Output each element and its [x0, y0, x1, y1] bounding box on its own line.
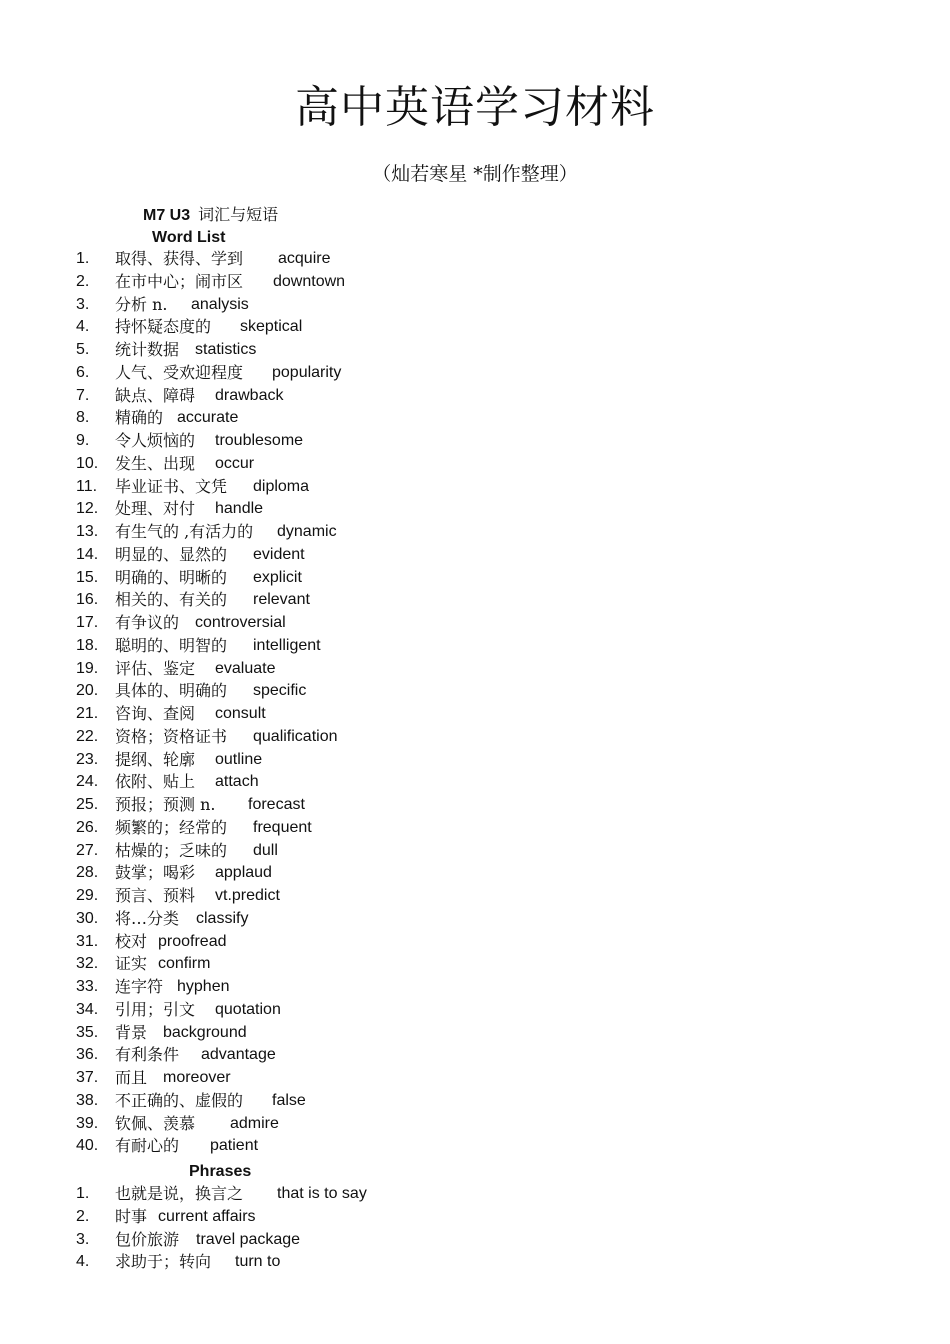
- word-list-item: [0, 726, 950, 749]
- entry-english: quotation: [215, 1000, 281, 1018]
- entry-english: moreover: [163, 1069, 231, 1086]
- word-list-item: [0, 635, 950, 658]
- entry-number: 6.: [76, 363, 90, 381]
- word-list-item: [0, 567, 950, 590]
- entry-chinese: 而且: [115, 1068, 148, 1087]
- phrase-list-item: [0, 1229, 950, 1252]
- entry-chinese: 依附、贴上: [115, 772, 196, 792]
- entry-number: 31.: [76, 932, 99, 950]
- entry-english: dull: [253, 841, 278, 859]
- entry-english: turn to: [235, 1253, 281, 1271]
- entry-english: occur: [215, 454, 255, 472]
- word-list-item: [0, 612, 950, 635]
- entry-english: qualification: [253, 727, 338, 745]
- entry-number: 5.: [76, 341, 90, 358]
- entry-chinese: 引用；引文: [115, 999, 196, 1019]
- entry-number: 13.: [76, 523, 99, 540]
- entry-chinese: 聪明的、明智的: [115, 635, 228, 655]
- entry-number: 1.: [76, 1185, 90, 1202]
- entry-chinese: 预言、预料: [115, 886, 196, 905]
- entry-english: vt.predict: [215, 887, 280, 904]
- entry-chinese: 持怀疑态度的: [115, 317, 212, 337]
- entry-chinese: 背景: [115, 1022, 148, 1042]
- word-list-item: [0, 407, 950, 430]
- entry-number: 26.: [76, 818, 99, 836]
- entry-english: popularity: [272, 363, 342, 381]
- word-list-item: [0, 976, 950, 999]
- entry-english: background: [163, 1023, 247, 1041]
- entry-english: downtown: [273, 272, 346, 290]
- entry-english: controversial: [195, 614, 286, 631]
- entry-english: statistics: [195, 341, 257, 358]
- entry-chinese: 不正确的、虚假的: [115, 1090, 244, 1110]
- entry-chinese: 校对: [115, 931, 148, 951]
- entry-number: 40.: [76, 1137, 99, 1155]
- entry-number: 29.: [76, 887, 99, 904]
- entry-chinese: 证实: [115, 954, 148, 974]
- entry-number: 19.: [76, 659, 99, 677]
- entry-number: 23.: [76, 750, 99, 768]
- entry-number: 18.: [76, 636, 99, 654]
- phrase-list: [0, 1183, 950, 1274]
- entry-number: 21.: [76, 705, 99, 722]
- entry-chinese: 缺点、障碍: [115, 385, 196, 405]
- word-list-item: [0, 908, 950, 931]
- entry-chinese: 提纲、轮廓: [115, 749, 196, 769]
- entry-english: false: [272, 1091, 306, 1109]
- entry-chinese: 精确的: [115, 408, 164, 428]
- entry-chinese: 毕业证书、文凭: [115, 476, 228, 496]
- entry-english: attach: [215, 773, 259, 791]
- word-list-item: [0, 589, 950, 612]
- entry-number: 3.: [76, 295, 90, 313]
- word-list-item: [0, 453, 950, 476]
- word-list-item: [0, 794, 950, 817]
- unit-heading: [143, 204, 278, 227]
- entry-number: 35.: [76, 1023, 99, 1041]
- entry-english: that is to say: [277, 1185, 367, 1202]
- entry-english: outline: [215, 750, 263, 768]
- phrases-heading: Phrases: [189, 1163, 252, 1180]
- entry-number: 4.: [76, 318, 90, 336]
- entry-english: skeptical: [240, 318, 303, 336]
- entry-chinese: 求助于；转向: [115, 1252, 212, 1272]
- entry-english: confirm: [158, 955, 211, 973]
- unit-code: M7 U3: [143, 207, 191, 224]
- word-list-item: [0, 862, 950, 885]
- entry-english: travel package: [196, 1230, 301, 1248]
- entry-english: analysis: [191, 295, 249, 313]
- entry-chinese: 连字符: [115, 977, 164, 996]
- word-list-item: [0, 840, 950, 863]
- entry-number: 16.: [76, 591, 99, 609]
- entry-number: 3.: [76, 1230, 90, 1248]
- entry-chinese: 频繁的；经常的: [115, 817, 228, 837]
- entry-english: troublesome: [215, 432, 304, 449]
- entry-english: handle: [215, 500, 264, 518]
- entry-chinese: 咨询、查阅: [115, 704, 196, 723]
- entry-number: 2.: [76, 272, 90, 290]
- entry-number: 14.: [76, 545, 99, 563]
- entry-chinese: 在市中心；闹市区: [115, 271, 244, 291]
- word-list-item: [0, 931, 950, 954]
- entry-number: 28.: [76, 864, 99, 882]
- word-list-item: [0, 1022, 950, 1045]
- entry-chinese: 分析 n.: [115, 294, 168, 314]
- entry-chinese: 有争议的: [115, 613, 180, 632]
- entry-english: intelligent: [253, 636, 321, 654]
- entry-english: evaluate: [215, 659, 276, 677]
- entry-chinese: 钦佩、羡慕: [115, 1113, 196, 1133]
- word-list-item: [0, 1067, 950, 1090]
- word-list-item: [0, 271, 950, 294]
- entry-number: 17.: [76, 614, 99, 631]
- phrase-list-item: [0, 1251, 950, 1274]
- entry-number: 27.: [76, 841, 99, 859]
- entry-number: 15.: [76, 568, 99, 586]
- entry-english: patient: [210, 1137, 259, 1155]
- entry-number: 11.: [76, 477, 98, 495]
- word-list-item: [0, 294, 950, 317]
- phrase-list-item: [0, 1183, 950, 1206]
- word-list-item: [0, 316, 950, 339]
- entry-english: explicit: [253, 568, 302, 586]
- word-list-item: [0, 953, 950, 976]
- entry-chinese: 预报；预测 n.: [115, 795, 216, 814]
- entry-chinese: 有利条件: [115, 1045, 180, 1065]
- entry-english: proofread: [158, 932, 227, 950]
- word-list-item: [0, 248, 950, 271]
- document-subtitle: （灿若寒星 *制作整理）: [372, 163, 578, 185]
- entry-english: relevant: [253, 591, 310, 609]
- entry-number: 12.: [76, 500, 99, 518]
- entry-number: 37.: [76, 1069, 99, 1086]
- entry-chinese: 具体的、明确的: [115, 681, 228, 701]
- entry-number: 33.: [76, 978, 99, 995]
- word-list-item: [0, 544, 950, 567]
- entry-chinese: 包价旅游: [115, 1229, 180, 1249]
- word-list-item: [0, 680, 950, 703]
- document-title: 高中英语学习材料: [295, 82, 655, 133]
- word-list-item: [0, 476, 950, 499]
- word-list-item: [0, 1044, 950, 1067]
- entry-chinese: 人气、受欢迎程度: [115, 362, 244, 382]
- entry-chinese: 令人烦恼的: [115, 431, 196, 450]
- entry-number: 25.: [76, 796, 99, 813]
- entry-english: diploma: [253, 477, 310, 495]
- word-list-item: [0, 771, 950, 794]
- entry-chinese: 发生、出现: [115, 453, 196, 473]
- entry-chinese: 时事: [115, 1206, 148, 1226]
- word-list-item: [0, 339, 950, 362]
- entry-english: dynamic: [277, 523, 337, 540]
- entry-chinese: 评估、鉴定: [115, 658, 196, 678]
- word-list-item: [0, 1113, 950, 1136]
- entry-number: 32.: [76, 955, 99, 973]
- word-list-item: [0, 498, 950, 521]
- entry-number: 34.: [76, 1000, 99, 1018]
- entry-english: accurate: [177, 409, 239, 427]
- entry-english: specific: [253, 682, 307, 700]
- word-list-item: [0, 817, 950, 840]
- word-list-item: [0, 385, 950, 408]
- entry-number: 8.: [76, 409, 90, 427]
- entry-chinese: 有耐心的: [115, 1136, 180, 1156]
- entry-english: drawback: [215, 386, 284, 404]
- word-list-item: [0, 1090, 950, 1113]
- word-list-item: [0, 430, 950, 453]
- entry-english: advantage: [201, 1046, 276, 1064]
- entry-chinese: 也就是说，换言之: [115, 1184, 244, 1203]
- word-list-item: [0, 749, 950, 772]
- word-list-item: [0, 703, 950, 726]
- word-list: [0, 248, 950, 1158]
- entry-chinese: 资格；资格证书: [115, 726, 228, 746]
- entry-number: 1.: [76, 250, 90, 267]
- entry-english: applaud: [215, 864, 272, 882]
- entry-chinese: 鼓掌；喝彩: [115, 863, 196, 883]
- entry-number: 20.: [76, 682, 99, 700]
- phrase-list-item: [0, 1206, 950, 1229]
- word-list-item: [0, 885, 950, 908]
- entry-chinese: 处理、对付: [115, 499, 196, 519]
- entry-chinese: 取得、获得、学到: [115, 249, 244, 268]
- word-list-heading: Word List: [152, 229, 226, 246]
- entry-english: acquire: [278, 250, 331, 267]
- entry-chinese: 有生气的 ,有活力的: [115, 522, 254, 541]
- entry-number: 30.: [76, 909, 99, 927]
- entry-chinese: 将…分类: [115, 908, 180, 928]
- unit-title: 词汇与短语: [198, 205, 279, 224]
- entry-chinese: 明显的、显然的: [115, 544, 228, 564]
- entry-chinese: 相关的、有关的: [115, 590, 228, 610]
- entry-number: 9.: [76, 432, 90, 449]
- entry-chinese: 统计数据: [115, 340, 180, 359]
- entry-number: 36.: [76, 1046, 99, 1064]
- word-list-item: [0, 999, 950, 1022]
- entry-number: 2.: [76, 1207, 90, 1225]
- word-list-item: [0, 658, 950, 681]
- entry-number: 22.: [76, 727, 99, 745]
- entry-number: 7.: [76, 386, 90, 404]
- entry-chinese: 明确的、明晰的: [115, 567, 228, 587]
- entry-chinese: 枯燥的；乏味的: [115, 840, 228, 860]
- word-list-item: [0, 1135, 950, 1158]
- entry-number: 4.: [76, 1253, 90, 1271]
- entry-number: 10.: [76, 454, 99, 472]
- entry-number: 38.: [76, 1091, 99, 1109]
- entry-number: 39.: [76, 1114, 99, 1132]
- word-list-item: [0, 362, 950, 385]
- entry-english: admire: [230, 1114, 279, 1132]
- entry-english: forecast: [248, 796, 305, 813]
- entry-english: frequent: [253, 818, 312, 836]
- word-list-item: [0, 521, 950, 544]
- entry-number: 24.: [76, 773, 99, 791]
- entry-english: current affairs: [158, 1207, 256, 1225]
- entry-english: evident: [253, 545, 305, 563]
- entry-english: hyphen: [177, 978, 230, 995]
- entry-english: consult: [215, 705, 266, 722]
- entry-english: classify: [196, 909, 249, 927]
